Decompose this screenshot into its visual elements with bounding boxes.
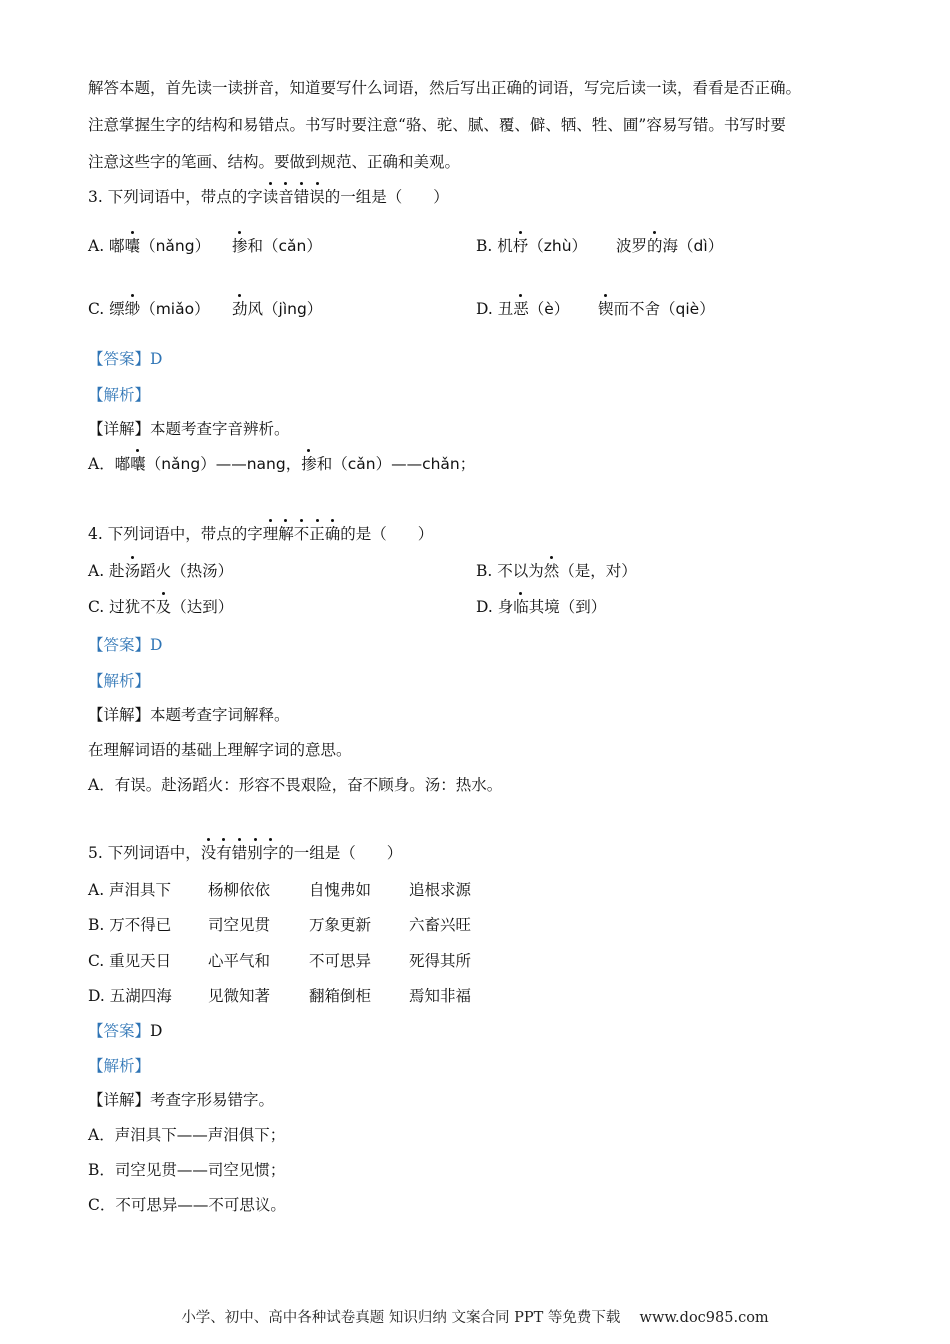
q5-stem-dotted <box>201 844 279 862</box>
q5-answer: 【答案】D <box>88 1022 163 1040</box>
q4-stem-dotted <box>263 525 341 543</box>
emphasis-char: 误 <box>309 185 325 207</box>
q3-option-c: C. 缥缈（miǎo） <box>88 297 210 319</box>
emphasis-char: 错 <box>232 841 248 863</box>
q5-a-1: A. 声泪具下 <box>88 881 172 899</box>
page-footer: 小学、初中、高中各种试卷真题 知识归纳 文案合同 PPT 等免费下载 www.doc985.com <box>181 1310 769 1326</box>
q5-c-1: C. 重见天日 <box>88 952 172 970</box>
q5-stem: 5. 下列词语中，没有错别字的一组是（ ） <box>88 841 402 863</box>
q4-option-a: A. 赴汤蹈火（热汤） <box>88 559 233 581</box>
q4-analysis-tag: 【解析】 <box>88 672 151 690</box>
q5-d-2: 见微知著 <box>208 987 271 1005</box>
q3-answer: 【答案】D <box>88 350 163 368</box>
q4-stem: 4. 下列词语中，带点的字理解不正确的是（ ） <box>88 522 433 544</box>
emphasis-char: 读 <box>263 185 279 207</box>
emphasis-char: 别 <box>247 841 263 863</box>
q5-d-1: D. 五湖四海 <box>88 987 172 1005</box>
q3-option-c-word2: 劲风（jìng） <box>232 297 322 319</box>
emphasis-char: 正 <box>309 522 325 544</box>
q3-option-b-word2: 波罗的海（dì） <box>616 234 723 256</box>
q3-stem: 3. 下列词语中，带点的字读音错误的一组是（ ） <box>88 185 449 207</box>
intro-line-1: 解答本题，首先读一读拼音，知道要写什么词语，然后写出正确的词语，写完后读一读，看看是否正确。 <box>88 79 802 97</box>
q3-option-d: D. 丑恶（è） <box>476 297 569 319</box>
q5-a-3: 自愧弗如 <box>309 881 372 899</box>
q4-option-b: B. 不以为然（是，对） <box>476 559 637 581</box>
q3-option-a: A. 嘟囔（nǎng） <box>88 234 210 256</box>
emphasis-char: 确 <box>325 522 341 544</box>
q3-option-d-word2: 锲而不舍（qiè） <box>598 297 715 319</box>
q4-answer: 【答案】D <box>88 636 163 654</box>
q3-detail: 【详解】本题考查字音辨析。 <box>88 420 290 438</box>
q5-b-4: 六畜兴旺 <box>409 916 472 934</box>
emphasis-char: 字 <box>263 841 279 863</box>
emphasis-char: 解 <box>278 522 294 544</box>
q5-c-4: 死得其所 <box>409 952 472 970</box>
emphasis-char: 错 <box>294 185 310 207</box>
q4-option-c: C. 过犹不及（达到） <box>88 595 233 617</box>
q5-b-1: B. 万不得已 <box>88 916 172 934</box>
q5-c-3: 不可思异 <box>309 952 372 970</box>
q5-d-4: 焉知非福 <box>409 987 472 1005</box>
q3-option-a-word2: 掺和（cǎn） <box>232 234 322 256</box>
q3-option-b: B. 机杼（zhù） <box>476 234 587 256</box>
q5-explanation-1: A．声泪具下——声泪俱下； <box>88 1126 286 1144</box>
q4-option-d: D. 身临其境（到） <box>476 595 606 617</box>
q5-explanation-3: C．不可思异——不可思议。 <box>88 1196 286 1214</box>
q3-analysis-tag: 【解析】 <box>88 386 151 404</box>
emphasis-char: 理 <box>263 522 279 544</box>
q5-a-2: 杨柳依依 <box>208 881 271 899</box>
q4-detail: 【详解】本题考查字词解释。 <box>88 706 290 724</box>
emphasis-char: 音 <box>278 185 294 207</box>
emphasis-char: 有 <box>216 841 232 863</box>
q4-explanation-2: A．有误。赴汤蹈火：形容不畏艰险，奋不顾身。汤：热水。 <box>88 776 503 794</box>
q5-detail: 【详解】考查字形易错字。 <box>88 1091 275 1109</box>
q5-d-3: 翻箱倒柜 <box>309 987 372 1005</box>
q5-a-4: 追根求源 <box>409 881 472 899</box>
intro-line-2: 注意掌握生字的结构和易错点。书写时要注意“骆、驼、腻、覆、僻、牺、牲、圃”容易写错。书写时要 <box>88 116 786 134</box>
q4-explanation-1: 在理解词语的基础上理解字词的意思。 <box>88 741 352 759</box>
q5-analysis-tag: 【解析】 <box>88 1057 151 1075</box>
intro-line-3: 注意这些字的笔画、结构。要做到规范、正确和美观。 <box>88 153 461 171</box>
q5-b-2: 司空见贯 <box>208 916 271 934</box>
emphasis-char: 没 <box>201 841 217 863</box>
emphasis-char: 不 <box>294 522 310 544</box>
q3-explanation: A．嘟囔（nǎng）——nang，掺和（cǎn）——chǎn； <box>88 452 475 474</box>
q5-explanation-2: B．司空见贯——司空见惯； <box>88 1161 286 1179</box>
q5-c-2: 心平气和 <box>208 952 271 970</box>
q5-b-3: 万象更新 <box>309 916 372 934</box>
q3-stem-dotted <box>263 188 325 206</box>
